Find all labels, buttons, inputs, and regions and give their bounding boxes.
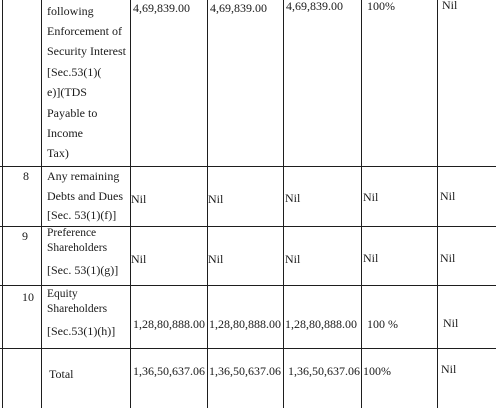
percentage: 100%	[367, 0, 395, 13]
particulars-line: Any remaining	[47, 169, 120, 183]
particulars-line: Shareholders	[47, 242, 108, 254]
particulars-line: e)](TDS	[47, 85, 87, 99]
particulars-line: Income	[47, 126, 83, 140]
balance: Nil	[441, 362, 457, 376]
particulars-line: Shareholders	[47, 303, 108, 315]
percentage: Nil	[363, 251, 379, 265]
serial-number: 8	[23, 169, 29, 183]
particulars-line: Equity	[47, 288, 78, 300]
column-divider	[437, 0, 438, 408]
particulars-line: [Sec. 53(1)(g)]	[47, 263, 119, 277]
amount-admitted: 1,28,80,888.00	[209, 317, 281, 331]
amount-distributed: 1,28,80,888.00	[285, 317, 357, 331]
amount-admitted: 4,69,839.00	[210, 1, 267, 15]
percentage: Nil	[363, 190, 379, 204]
particulars-line: Enforcement of	[47, 24, 122, 38]
balance: Nil	[440, 189, 456, 203]
amount-admitted: Nil	[208, 192, 224, 206]
amount-claimed: 1,36,50,637.06	[133, 364, 205, 378]
particulars-line: [Sec.53(1)(	[47, 65, 102, 79]
amount-distributed: Nil	[285, 191, 301, 205]
particulars-line: following	[47, 4, 94, 18]
serial-number: 9	[22, 229, 28, 243]
amount-distributed: 1,36,50,637.06	[288, 364, 360, 378]
amount-admitted: Nil	[208, 252, 224, 266]
particulars-line: Tax)	[47, 146, 69, 160]
row-divider	[0, 348, 496, 349]
serial-number: 10	[22, 290, 34, 304]
amount-distributed: 4,69,839.00	[286, 0, 343, 13]
percentage: 100%	[363, 364, 391, 378]
table-border-left	[2, 0, 3, 408]
amount-claimed: 4,69,839.00	[133, 1, 190, 15]
balance: Nil	[443, 316, 459, 330]
amount-admitted: 1,36,50,637.06	[209, 364, 281, 378]
particulars-line: Security Interest	[47, 44, 126, 58]
column-divider	[283, 0, 284, 408]
particulars-line: [Sec.53(1)(h)]	[47, 324, 116, 338]
total-label: Total	[49, 367, 74, 381]
column-divider	[41, 0, 42, 408]
percentage: 100 %	[367, 317, 398, 331]
particulars-line: Debts and Dues	[47, 189, 123, 203]
particulars-line: Preference	[47, 227, 97, 239]
balance: Nil	[442, 0, 458, 12]
amount-distributed: Nil	[285, 252, 301, 266]
column-divider	[361, 0, 362, 408]
amount-claimed: 1,28,80,888.00	[133, 317, 205, 331]
particulars-line: [Sec. 53(1)(f)]	[47, 208, 117, 222]
amount-claimed: Nil	[131, 192, 147, 206]
balance: Nil	[440, 251, 456, 265]
amount-claimed: Nil	[131, 252, 147, 266]
particulars-line: Payable to	[47, 106, 98, 120]
